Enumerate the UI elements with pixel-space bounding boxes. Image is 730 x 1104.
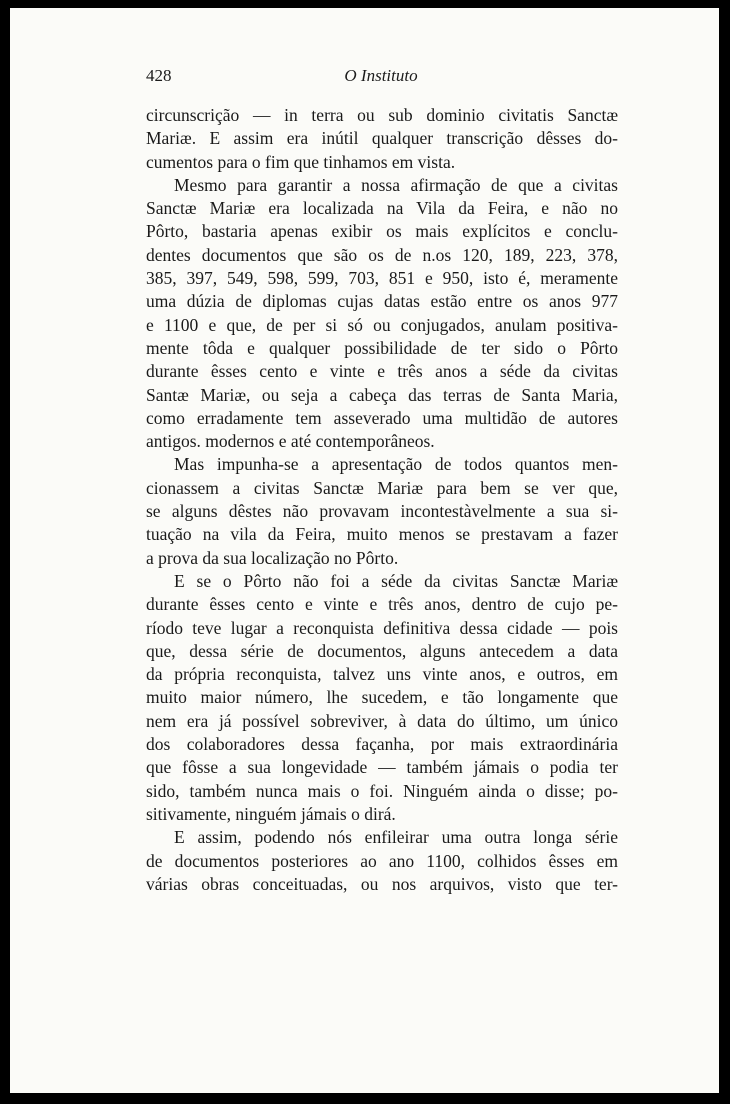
text-line: dentes documentos que são os de n.os 120, 189, 223, 378, (146, 244, 618, 265)
paragraph-1 (146, 104, 618, 174)
running-title: O Instituto (344, 66, 418, 85)
text-line: E se o Pôrto não foi a séde da civitas Sanctæ Mariæ (174, 570, 618, 591)
text-line: tuação na vila da Feira, muito menos se prestavam a fazer (146, 524, 618, 545)
text-line: nem era já possível sobreviver, à data do último, um único (146, 710, 618, 731)
text-line: mente tôda e qualquer possibilidade de ter sido o Pôrto (146, 337, 618, 358)
text-line: dos colaboradores dessa façanha, por mais extraordinária (146, 734, 618, 755)
text-line: 385, 397, 549, 598, 599, 703, 851 e 950, isto é, meramente (146, 268, 618, 289)
text-line: E assim, podendo nós enfileirar uma outra longa série (174, 827, 618, 848)
text-line: Pôrto, bastaria apenas exibir os mais explícitos e conclu- (146, 221, 618, 242)
text-line: Mesmo para garantir a nossa afirmação de que a civitas (174, 174, 618, 195)
text-line: que, dessa série de documentos, alguns antecedem a data (146, 640, 618, 661)
text-line: se alguns dêstes não provavam incontestàvelmente a sua si- (146, 501, 618, 522)
text-line: que fôsse a sua longevidade — também jámais o podia ter (146, 757, 618, 778)
text-line: ríodo teve lugar a reconquista definitiva dessa cidade — pois (146, 617, 618, 638)
text-line: uma dúzia de diplomas cujas datas estão entre os anos 977 (146, 291, 618, 312)
text-line: Sanctæ Mariæ era localizada na Vila da Feira, e não no (146, 198, 618, 219)
text-line: antigos. modernos e até contemporâneos. (146, 431, 435, 452)
text-line: sitivamente, ninguém jámais o dirá. (146, 803, 396, 824)
page-number: 428 (146, 66, 172, 85)
text-line: muito maior número, lhe sucedem, e tão longamente que (146, 687, 618, 708)
paragraph-3 (146, 453, 618, 569)
text-line: de documentos posteriores ao ano 1100, colhidos êsses em (146, 850, 618, 871)
page-header (146, 66, 616, 96)
text-line: sido, também nunca mais o foi. Ninguém ainda o disse; po- (146, 780, 618, 801)
text-line: Santæ Mariæ, ou seja a cabeça das terras de Santa Maria, (146, 384, 618, 405)
body-text (146, 104, 618, 896)
text-line: como erradamente tem asseverado uma multidão de autores (146, 407, 618, 428)
text-line: da própria reconquista, talvez uns vinte anos, e outros, em (146, 664, 618, 685)
text-line: cionassem a civitas Sanctæ Mariæ para bem se ver que, (146, 477, 618, 498)
text-line: Mas impunha-se a apresentação de todos quantos men- (174, 454, 618, 475)
book-page (10, 8, 719, 1093)
text-line: e 1100 e que, de per si só ou conjugados, anulam positiva- (146, 314, 618, 335)
text-line: Mariæ. E assim era inútil qualquer transcrição dêsses do- (146, 128, 618, 149)
text-line: durante êsses cento e vinte e três anos a séde da civitas (146, 361, 618, 382)
paragraph-4 (146, 570, 618, 826)
text-line: cumentos para o fim que tinhamos em vista. (146, 151, 456, 172)
text-line: durante êsses cento e vinte e três anos, dentro de cujo pe- (146, 594, 618, 615)
paragraph-2 (146, 174, 618, 454)
paragraph-5 (146, 826, 618, 896)
text-line: circunscrição — in terra ou sub dominio civitatis Sanctæ (146, 105, 618, 125)
text-line: a prova da sua localização no Pôrto. (146, 547, 399, 568)
text-line: várias obras conceituadas, ou nos arquivos, visto que ter- (146, 873, 618, 894)
